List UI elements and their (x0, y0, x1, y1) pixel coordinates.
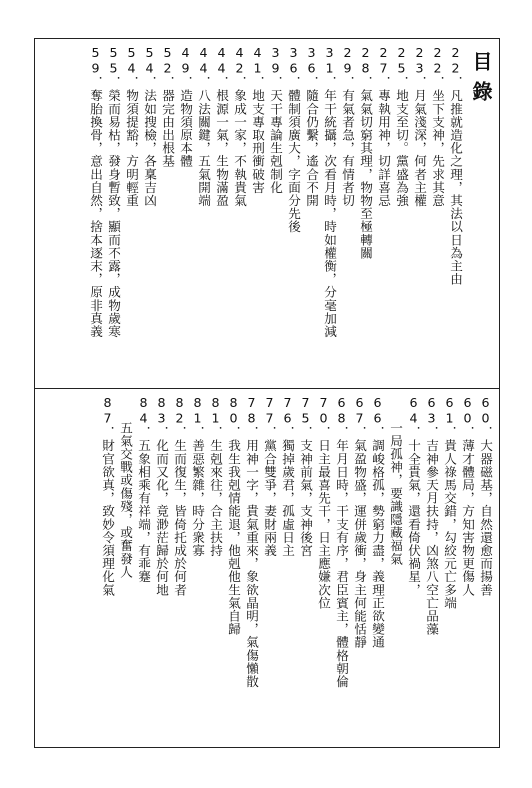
toc-entry: 66．調峻格孤，勢窮力盡，義理正欲變通 (370, 395, 385, 649)
toc-entry: 36．體制須廣大，字面分先後 (286, 45, 301, 234)
toc-entry: 25．地支至切。黨盛為強 (394, 45, 409, 207)
toc-entry: 36．隨合仍繫，遙合不開 (304, 45, 319, 207)
toc-entry: 54．物須提豁，方明輕重 (124, 45, 139, 207)
lower-section (35, 389, 499, 749)
toc-entry: 一局孤神，要識隱藏福氣 (388, 395, 403, 566)
toc-entry: 39．天干專論生剋制化 (268, 45, 283, 194)
toc-entry: 44．八法關鍵，五氣開端 (196, 45, 211, 207)
toc-entry: 64．十全貴氣，還看倚伏禍星， (406, 395, 421, 597)
toc-entry: 67．氣盈物盛，運併歲衝，身主何能恬靜 (352, 395, 367, 649)
page-frame (34, 38, 500, 748)
upper-section (35, 39, 499, 388)
toc-entry: 68．年月日時，干支有序，君臣賓主，體格朝倫 (334, 395, 349, 688)
toc-entry: 80．我生我剋情能退，他剋他生氣自歸 (226, 395, 241, 636)
toc-entry: 49．造物須原本體 (178, 45, 193, 168)
toc-entry: 70．日主最喜先干，日主應嫌次位 (316, 395, 331, 610)
toc-entry: 54．法如搜檢，各稟吉凶 (142, 45, 157, 207)
toc-entry: 55．榮而易枯，發身暫致，顯而不露，成物歲寒 (106, 45, 121, 338)
toc-entry: 52．器完由出根基 (160, 45, 175, 168)
toc-entry: 60．大器磁基，自然還愈而揚善 (478, 395, 493, 597)
toc-entry: 87．財官欲真，致妙令須理化氣 (100, 395, 115, 597)
toc-entry: 27．專執用神，切詳喜忌 (376, 45, 391, 207)
toc-entry: 23．月氣淺深，何者主權 (412, 45, 427, 207)
toc-entry: 42．象成一家，不執貴氣 (232, 45, 247, 207)
toc-entry: 五氣交戰或傷殘，或奮發人 (118, 395, 133, 579)
toc-entry: 83．化而又化，竟渺茫歸於何地 (154, 395, 169, 597)
toc-entry: 44．根源一氣，生物滿盈 (214, 45, 229, 207)
toc-entry: 82．生而復生，皆倚托成於何者 (172, 395, 187, 597)
toc-entry: 63．吉神參天月扶持，凶煞八空亡品藻 (424, 395, 439, 636)
toc-entry: 81．善惡繁雜，時分衆寡 (190, 395, 205, 557)
toc-entry: 75．支神前氣，支神後宮 (298, 395, 313, 557)
toc-entry: 60．薄才體局，方知害物更傷人 (460, 395, 475, 597)
toc-entry: 31．年干統攝，次看月時，時如權衡，分毫加減 (322, 45, 337, 338)
toc-entry: 78．用神一字，貴氣重來，象欲晶明，氣傷懶散 (244, 395, 259, 688)
toc-entry: 22．凡推就造化之理，其法以日為主由 (448, 45, 463, 286)
toc-entry: 22．坐下支神，先求其意 (430, 45, 445, 207)
page-title: 目錄 (469, 51, 493, 111)
toc-entry: 61．貴人祿馬交錯，勾絞元亡多端 (442, 395, 457, 610)
toc-entry: 59．奪胎換骨，意出自然，捨本逐末，原非真義 (88, 45, 103, 338)
toc-entry: 28．氣氣切窮其理，物物至極轉關 (358, 45, 373, 260)
toc-entry: 41．地支專取刑衝破害 (250, 45, 265, 194)
toc-entry: 29．有氣者急，有情者切 (340, 45, 355, 207)
toc-entry: 81．生剋來往，合主扶持 (208, 395, 223, 557)
toc-entry: 77．黨合雙爭，妻財兩義 (262, 395, 277, 557)
toc-entry: 76．獨掉歲君，孤虛日主 (280, 395, 295, 557)
toc-entry: 84．五象相乘有祥端，有乖蹇 (136, 395, 151, 584)
